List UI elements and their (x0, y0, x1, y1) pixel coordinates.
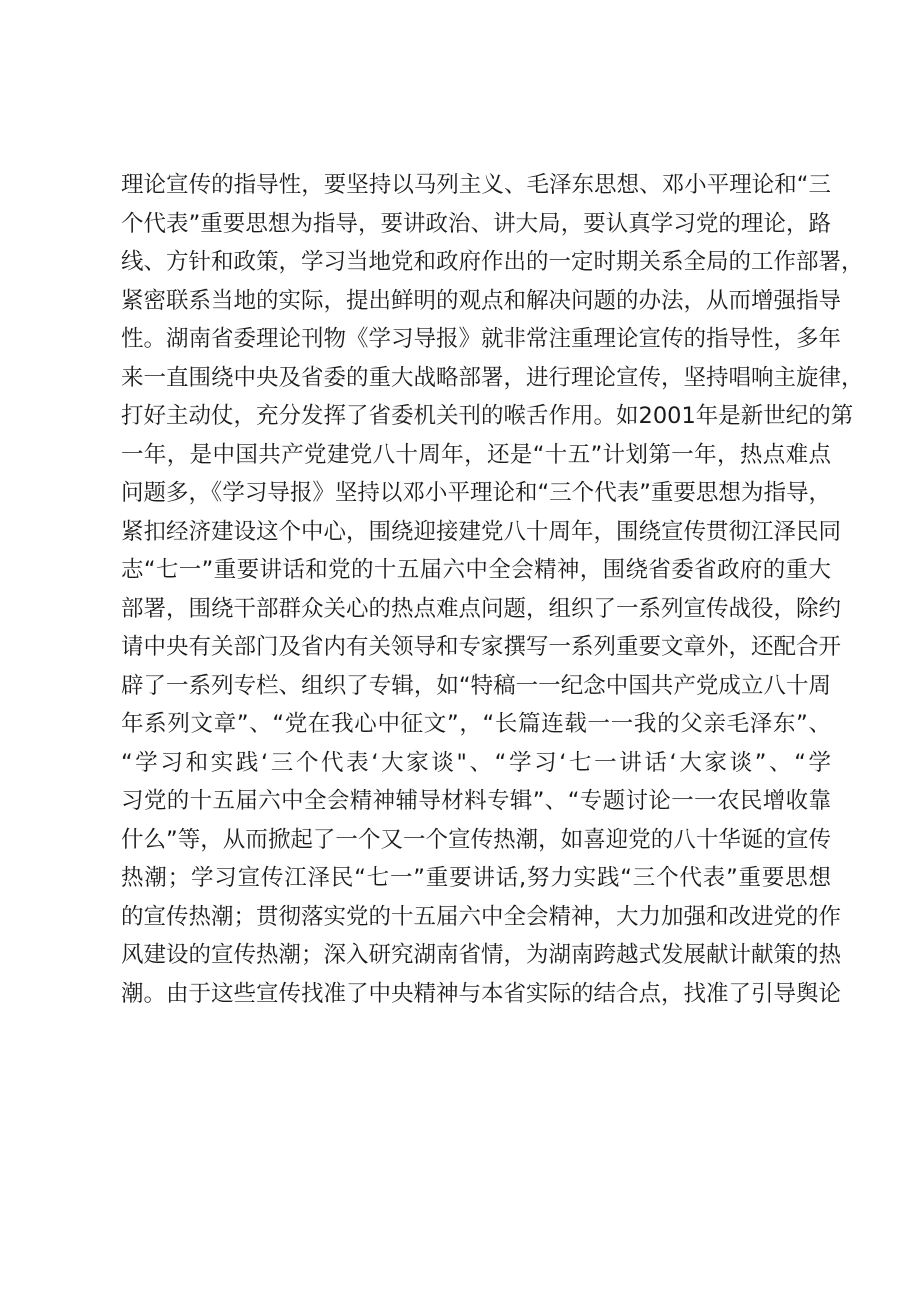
text-line: 潮。由于这些宣传找准了中央精神与本省实际的结合点，找准了引导舆论 (121, 980, 842, 1007)
text-line: 年系列文章”、“党在我心中征文”，“长篇连载一一我的父亲毛泽东”、 (121, 711, 831, 737)
text-line: 打好主动仗，充分发挥了省委机关刊的喉舌作用。如2001年是新世纪的第 (121, 403, 854, 429)
text-line: 热潮；学习宣传江泽民“七一”重要讲话,努力实践“三个代表”重要思想 (121, 865, 831, 891)
text-line: 紧扣经济建设这个中心，围绕迎接建党八十周年，围绕宣传贯彻江泽民同 (121, 518, 842, 545)
text-line: 的宣传热潮；贯彻落实党的十五届六中全会精神，大力加强和改进党的作 (121, 903, 842, 930)
text-line: “学习和实践‘三个代表‘大家谈"、“学习‘七一讲话‘大家谈”、“学 (121, 749, 831, 776)
text-line: 习党的十五届六中全会精神辅导材料专辑”、“专题讨论一一农民增收靠 (121, 788, 831, 814)
text-line: 请中央有关部门及省内有关领导和专家撰写一系列重要文章外，还配合开 (121, 634, 842, 660)
text-line: 个代表”重要思想为指导，要讲政治、讲大局，要认真学习党的理论，路 (121, 210, 831, 237)
text-line: 线、方针和政策，学习当地党和政府作出的一定时期关系全局的工作部署， (121, 249, 864, 275)
text-line: 一年，是中国共产党建党八十周年，还是“十五”计划第一年，热点难点 (121, 441, 831, 468)
body-paragraph (121, 166, 864, 1013)
text-line: 部署，围绕干部群众关心的热点难点问题，组织了一系列宣传战役，除约 (121, 595, 842, 622)
text-line: 什么”等，从而掀起了一个又一个宣传热潮，如喜迎党的八十华诞的宣传 (121, 826, 831, 853)
text-line: 性。湖南省委理论刊物《学习导报》就非常注重理论宣传的指导性，多年 (121, 326, 842, 352)
text-line: 志“七一”重要讲话和党的十五届六中全会精神，围绕省委省政府的重大 (121, 557, 831, 583)
text-line: 问题多，《学习导报》坚持以邓小平理论和“三个代表”重要思想为指导， (121, 480, 831, 506)
text-line: 理论宣传的指导性，要坚持以马列主义、毛泽东思想、邓小平理论和“三 (121, 172, 831, 198)
text-line: 辟了一系列专栏、组织了专辑，如“特稿一一纪念中国共产党成立八十周 (121, 672, 831, 699)
text-line: 风建设的宣传热潮；深入研究湖南省情，为湖南跨越式发展献计献策的热 (121, 942, 842, 968)
text-line: 紧密联系当地的实际，提出鲜明的观点和解决问题的办法，从而增强指导 (121, 287, 842, 314)
text-line: 来一直围绕中央及省委的重大战略部署，进行理论宣传，坚持唱响主旋律， (121, 364, 864, 391)
